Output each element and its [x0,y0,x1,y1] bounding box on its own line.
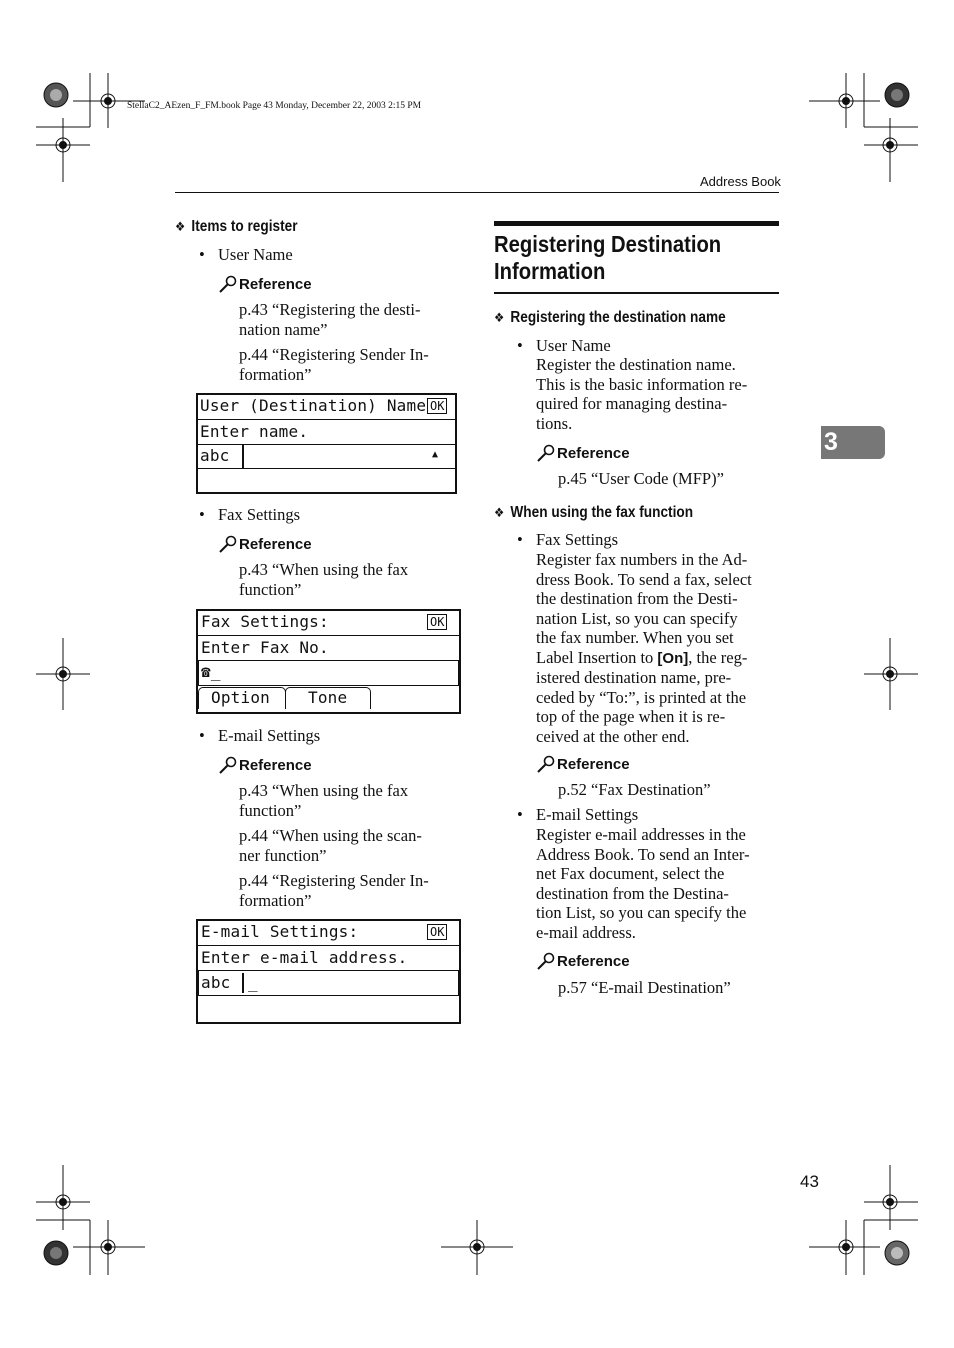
reference-link[interactable]: p.44 “Registering Sender In- formation” [239,871,429,910]
magnifier-icon [536,444,556,462]
bullet-email-settings: • E-mail Settings [199,726,321,745]
lcd-prompt: Enter e-mail address. [201,948,408,967]
dest-name-description: Register the destination name. This is the basic information re- quired for managing destina- tions. [536,355,748,433]
reference-link[interactable]: p.45 “User Code (MFP)” [558,469,724,488]
items-heading: ❖ Items to register [175,218,298,235]
lcd-prompt: Enter name. [200,422,309,441]
lcd-email-settings [196,919,461,1024]
reference-heading: Reference [536,444,630,462]
page-number: 43 [800,1172,819,1191]
email-description: Register e-mail addresses in the Address Book. To send an Inter- net Fax document, select the destination from the Destina- tion List, so you can specify the e-mail address. [536,825,750,942]
reference-link[interactable]: p.57 “E-mail Destination” [558,978,731,997]
magnifier-icon [536,952,556,970]
running-header: Address Book [700,174,781,189]
bullet-icon: • [199,245,205,264]
bullet-icon: • [517,530,523,549]
lcd-title: User (Destination) Name [200,396,427,415]
input-mode[interactable]: abc [201,973,231,992]
scroll-arrow-icon[interactable]: ▲ [432,449,439,460]
tone-tab[interactable]: Tone [285,687,371,709]
bullet-fax-settings: • Fax Settings [199,505,301,524]
bullet-user-name: • User Name [199,245,293,264]
reference-heading: Reference [536,952,630,970]
reference-heading: Reference [218,275,312,293]
magnifier-icon [218,275,238,293]
section-title: Registering Destination Information [494,231,722,284]
input-mode[interactable]: abc [200,446,230,465]
fax-function-heading: ❖ When using the fax function [494,504,694,521]
bullet-icon: • [517,336,523,355]
diamond-icon: ❖ [175,220,186,235]
option-tab[interactable]: Option [198,687,286,709]
bullet-icon: • [517,805,523,824]
magnifier-icon [536,755,556,773]
reference-list [239,781,459,910]
reference-heading: Reference [218,535,312,553]
diamond-icon: ❖ [494,311,505,326]
lcd-prompt: Enter Fax No. [201,638,329,657]
reference-link[interactable]: p.43 “Registering the desti- nation name” [239,300,421,339]
title-rule-top [494,221,779,226]
lcd-title: Fax Settings: [201,612,329,631]
ok-button[interactable]: OK [427,398,447,414]
print-info: StellaC2_AEzen_F_FM.book Page 43 Monday, December 22, 2003 2:15 PM [127,101,422,111]
title-rule-bottom [494,292,779,294]
reference-heading: Reference [536,755,630,773]
reference-link[interactable]: p.52 “Fax Destination” [558,780,711,799]
reference-link[interactable]: p.43 “When using the fax function” [239,781,409,820]
magnifier-icon [218,756,238,774]
bullet-user-name: • User Name [517,336,611,355]
diamond-icon: ❖ [494,506,505,521]
bullet-icon: • [199,505,205,524]
bullet-icon: • [199,726,205,745]
ok-button[interactable]: OK [427,924,447,940]
on-key: [On] [657,649,689,667]
email-input[interactable]: _ [248,973,258,992]
header-rule [175,192,779,193]
reference-link[interactable]: p.44 “When using the scan- ner function” [239,826,422,865]
dest-name-heading: ❖ Registering the destination name [494,309,726,326]
magnifier-icon [218,535,238,553]
lcd-title: E-mail Settings: [201,922,359,941]
reference-link[interactable]: p.44 “Registering Sender In- formation” [239,345,429,384]
bullet-fax-settings: • Fax Settings [517,530,619,549]
lcd-user-name [196,393,457,494]
ok-button[interactable]: OK [427,614,447,630]
fax-number-input[interactable]: ☎_ [201,662,221,681]
fax-description: Register fax numbers in the Ad- dress Book. To send a fax, select the destination from the Desti- nation List, so you can specify the fax number. When you set Label Insertion to [On], the reg- istered destination name, pre- ceded by “To:”, is printed at the top of the page when it is re- ceived at the other end. [536,550,752,746]
reference-link[interactable]: p.43 “When using the fax function” [239,560,409,599]
bullet-email-settings: • E-mail Settings [517,805,639,824]
reference-list [239,300,459,384]
reference-heading: Reference [218,756,312,774]
lcd-fax-settings [196,609,461,714]
chapter-tab: 3 [821,426,885,459]
